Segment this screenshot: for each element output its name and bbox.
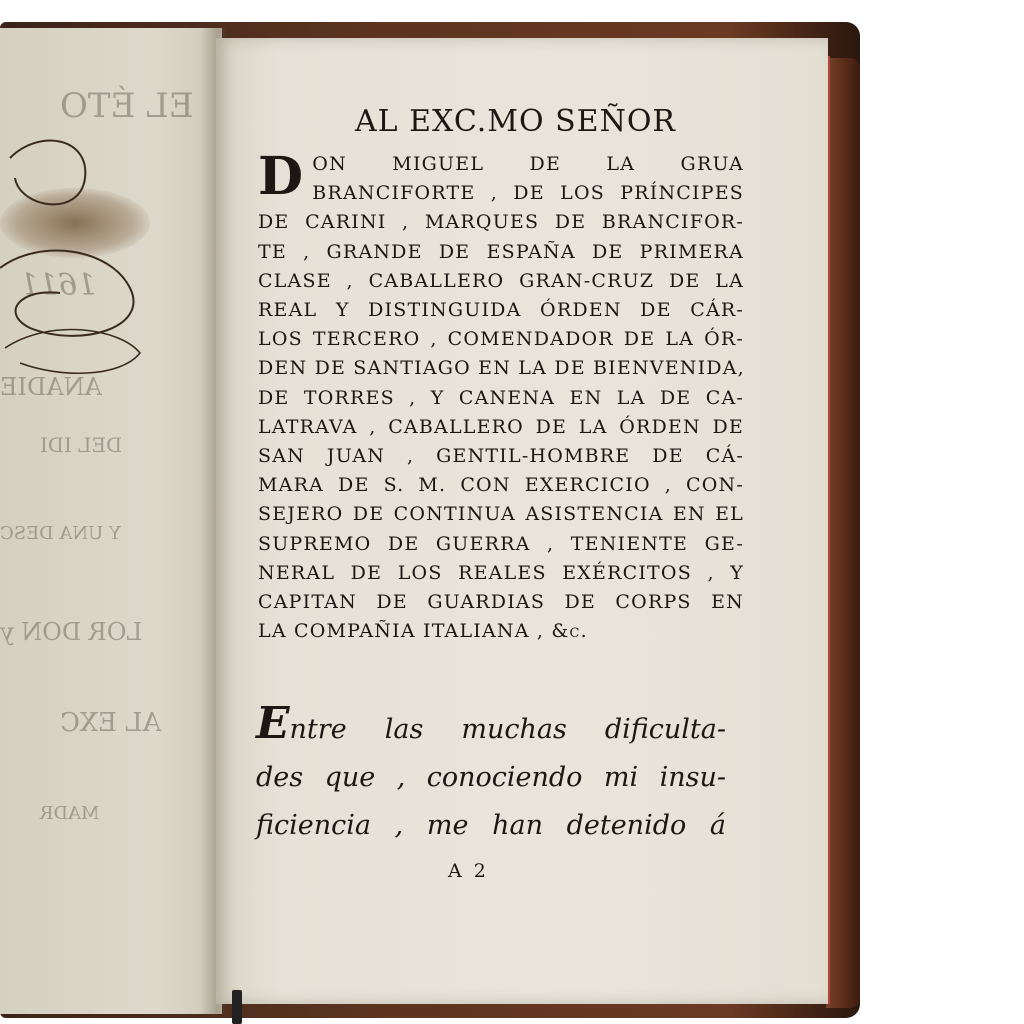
dedication-line: CLASE , CABALLERO GRAN-CRUZ DE LA [258, 269, 744, 292]
body-line [256, 700, 726, 754]
dedication-line: SUPREMO DE GUERRA , TENIENTE GE- [258, 532, 744, 555]
dedication-heading: AL EXC.MO SEÑOR [355, 104, 677, 139]
dedication-line: SEJERO DE CONTINUA ASISTENCIA EN EL [258, 503, 744, 526]
ghost-text: Y UNA DESC [0, 523, 121, 544]
bookmark-ribbon [232, 990, 242, 1024]
ghost-text: DEL IDI [40, 433, 123, 457]
dedication-line: TE , GRANDE DE ESPAÑA DE PRIMERA [258, 240, 744, 263]
ghost-text: AL EXC [60, 708, 162, 738]
dedication-line: MARA DE S. M. CON EXERCICIO , CON- [258, 474, 744, 497]
ghost-text: ANADIE [0, 373, 102, 401]
dedication-line: NERAL DE LOS REALES EXÉRCITOS , Y [258, 561, 744, 584]
dedication-line: CAPITAN DE GUARDIAS DE CORPS EN [258, 591, 744, 614]
handwritten-flourish [0, 118, 160, 398]
dedication-line: REAL Y DISTINGUIDA ÓRDEN DE CÁR- [258, 299, 744, 322]
body-line: ficiencia , me han detenido á [256, 810, 726, 841]
left-page [0, 28, 222, 1014]
body-initial: E [256, 698, 290, 749]
dedication-line: DE TORRES , Y CANENA EN LA DE CA- [258, 386, 744, 409]
ghost-text: 1611 [20, 268, 97, 303]
dedication-line: DE CARINI , MARQUES DE BRANCIFOR- [258, 211, 744, 234]
body-line: des que , conociendo mi insu- [256, 762, 726, 793]
dedication-line: LATRAVA , CABALLERO DE LA ÓRDEN DE [258, 415, 744, 438]
dedication-block [258, 146, 745, 646]
dedication-line: LA COMPAÑIA ITALIANA , &c. [258, 620, 588, 643]
body-line-text: ntre las muchas dificulta- [289, 714, 726, 745]
dedication-line: ON MIGUEL DE LA GRUA [312, 153, 744, 175]
dedication-line: SAN JUAN , GENTIL-HOMBRE DE CÁ- [258, 445, 744, 468]
decorated-initial: D [258, 146, 305, 207]
ghost-text: EL ÉTO [60, 86, 194, 126]
signature-mark: A 2 [448, 860, 489, 882]
body-paragraph [256, 700, 726, 850]
ghost-text: LOR DON y [0, 618, 143, 646]
ghost-text: MADR [40, 803, 100, 824]
dedication-line: BRANCIFORTE , DE LOS PRÍNCIPES [312, 182, 744, 205]
dedication-line: LOS TERCERO , COMENDADOR DE LA ÓR- [258, 328, 744, 351]
book-fore-edge [826, 58, 860, 1008]
dedication-line: DEN DE SANTIAGO EN LA DE BIENVENIDA, [258, 357, 745, 380]
